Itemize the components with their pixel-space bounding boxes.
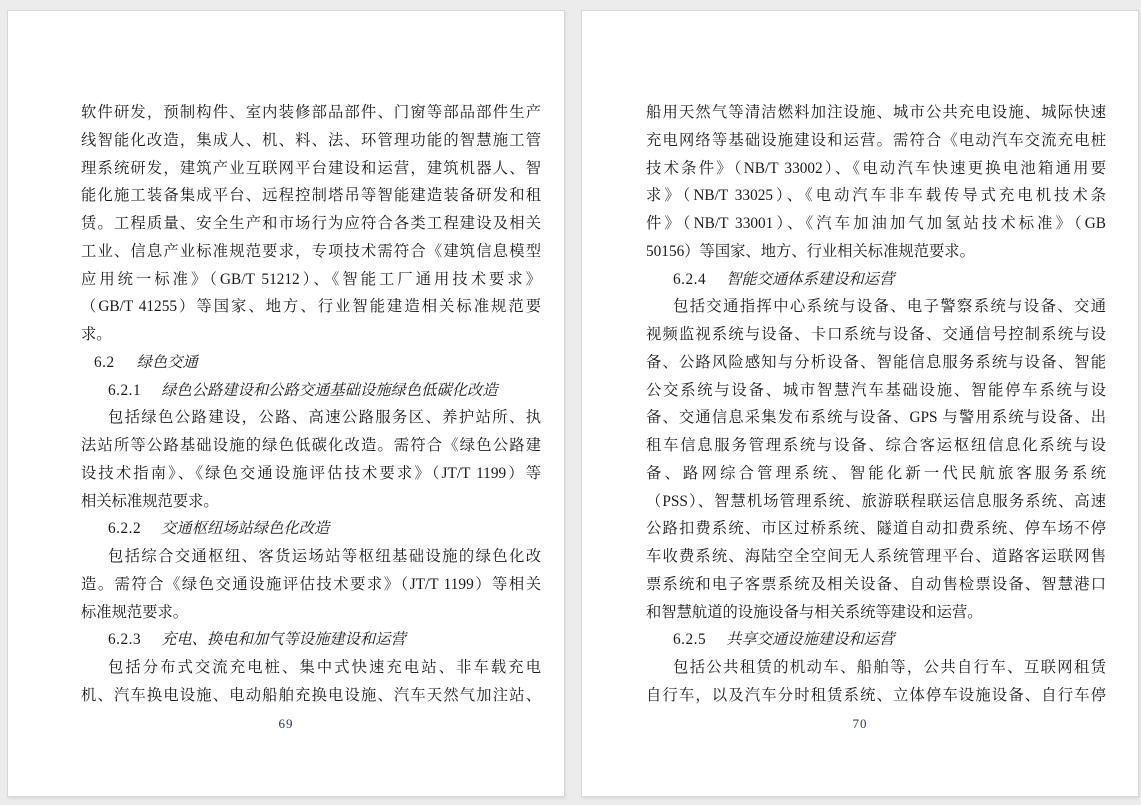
heading-title: 绿色交通 xyxy=(136,353,198,371)
text-line: 包括公共租赁的机动车、船舶等，公共自行车、互联网租赁 xyxy=(673,659,1106,676)
text-line: 视频监视系统与设备、卡口系统与设备、交通信号控制系统与设 xyxy=(646,326,1106,343)
heading-title: 共享交通设施建设和运营 xyxy=(726,631,895,649)
text-line: 能化施工装备集成平台、远程控制塔吊等智能建造装备研发和租 xyxy=(81,187,541,205)
document-page-right xyxy=(581,10,1139,797)
heading-number: 6.2 xyxy=(94,353,115,371)
text-line: 包括分布式交流充电桩、集中式快速充电站、非车载充电 xyxy=(108,659,541,676)
section-heading xyxy=(81,626,541,654)
section-heading xyxy=(646,626,1106,654)
text-line: 标准规范要求。 xyxy=(81,603,189,621)
section-heading xyxy=(646,266,1106,294)
text-line: 线智能化改造，集成人、机、料、法、环管理功能的智慧施工管 xyxy=(81,131,541,149)
text-line: 应用统一标准》（GB/T 51212）、《智能工厂通用技术要求》 xyxy=(81,270,541,288)
section-heading xyxy=(81,377,541,405)
text-line: 备、路网综合管理系统、智能化新一代民航旅客服务系统 xyxy=(646,464,1106,482)
heading-number: 6.2.1 xyxy=(108,381,142,399)
heading-title: 充电、换电和加气等设施建设和运营 xyxy=(161,631,406,649)
heading-title: 智能交通体系建设和运营 xyxy=(726,270,895,288)
document-page-left xyxy=(7,10,565,797)
text-line: 50156）等国家、地方、行业相关标准规范要求。 xyxy=(646,242,975,260)
text-line: 公交系统与设备、城市智慧汽车基础设施、智能停车系统与设 xyxy=(646,381,1106,399)
heading-number: 6.2.4 xyxy=(673,270,707,288)
page-right-text-column xyxy=(582,11,1106,710)
page-left-text-column xyxy=(8,11,541,710)
heading-title: 绿色公路建设和公路交通基础设施绿色低碳化改造 xyxy=(161,381,498,399)
heading-title: 交通枢纽场站绿色化改造 xyxy=(161,520,330,538)
text-line: 工业、信息产业标准规范要求，专项技术需符合《建筑信息模型 xyxy=(81,242,541,260)
text-line: 自行车，以及汽车分时租赁系统、立体停车设施设备、自行车停 xyxy=(646,686,1106,704)
text-line: 件》（NB/T 33001）、《汽车加油加气加氢站技术标准》（GB xyxy=(646,215,1106,232)
text-line: 求。 xyxy=(81,326,112,343)
section-heading xyxy=(81,349,541,377)
text-line: 软件研发，预制构件、室内装修部品部件、门窗等部品部件生产 xyxy=(81,104,541,121)
section-heading xyxy=(81,515,541,543)
text-line: 包括综合交通枢纽、客货运场站等枢纽基础设施的绿色化改 xyxy=(108,548,541,565)
heading-number: 6.2.2 xyxy=(108,520,142,538)
text-line: 和智慧航道的设施设备与相关系统等建设和运营。 xyxy=(646,603,983,621)
text-line: 技术条件》（NB/T 33002）、《电动汽车快速更换电池箱通用要 xyxy=(646,159,1106,177)
heading-number: 6.2.3 xyxy=(108,631,142,649)
text-line: （GB/T 41255）等国家、地方、行业智能建造相关标准规范要 xyxy=(81,298,541,316)
text-line: 票系统和电子客票系统及相关设备、自动售检票设备、智慧港口 xyxy=(646,575,1106,593)
text-line: 船用天然气等清洁燃料加注设施、城市公共充电设施、城际快速 xyxy=(646,104,1106,121)
text-line: 备、交通信息采集发布系统与设备、GPS 与警用系统与设备、出 xyxy=(646,409,1106,427)
text-line: 公路扣费系统、市区过桥系统、隧道自动扣费系统、停车场不停 xyxy=(646,520,1106,538)
text-line: 包括交通指挥中心系统与设备、电子警察系统与设备、交通 xyxy=(673,298,1106,316)
text-line: 相关标准规范要求。 xyxy=(81,492,219,510)
page-number: 69 xyxy=(278,715,294,731)
text-line: 求》（NB/T 33025）、《电动汽车非车载传导式充电机技术条 xyxy=(646,187,1106,205)
text-line: 充电网络等基础设施建设和运营。需符合《电动汽车交流充电桩 xyxy=(646,131,1106,149)
text-line: 法站所等公路基础设施的绿色低碳化改造。需符合《绿色公路建 xyxy=(81,437,541,454)
text-line: 车收费系统、海陆空全空间无人系统管理平台、道路客运联网售 xyxy=(646,548,1106,565)
text-line: 包括绿色公路建设，公路、高速公路服务区、养护站所、执 xyxy=(108,409,541,427)
page-number: 70 xyxy=(852,715,868,731)
text-line: 赁。工程质量、安全生产和市场行为应符合各类工程建设及相关 xyxy=(81,215,541,232)
text-line: 备、公路风险感知与分析设备、智能信息服务系统与设备、智能 xyxy=(646,353,1106,371)
text-line: （PSS）、智慧机场管理系统、旅游联程联运信息服务系统、高速 xyxy=(646,492,1106,510)
text-line: 造。需符合《绿色交通设施评估技术要求》（JT/T 1199）等相关 xyxy=(81,575,541,593)
heading-number: 6.2.5 xyxy=(673,631,707,649)
text-line: 机、汽车换电设施、电动船舶充换电设施、汽车天然气加注站、 xyxy=(81,686,541,704)
text-line: 理系统研发，建筑产业互联网平台建设和运营，建筑机器人、智 xyxy=(81,159,541,177)
text-line: 租车信息服务管理系统与设备、综合客运枢纽信息化系统与设 xyxy=(646,437,1106,454)
text-line: 设技术指南》、《绿色交通设施评估技术要求》（JT/T 1199）等 xyxy=(81,464,541,482)
